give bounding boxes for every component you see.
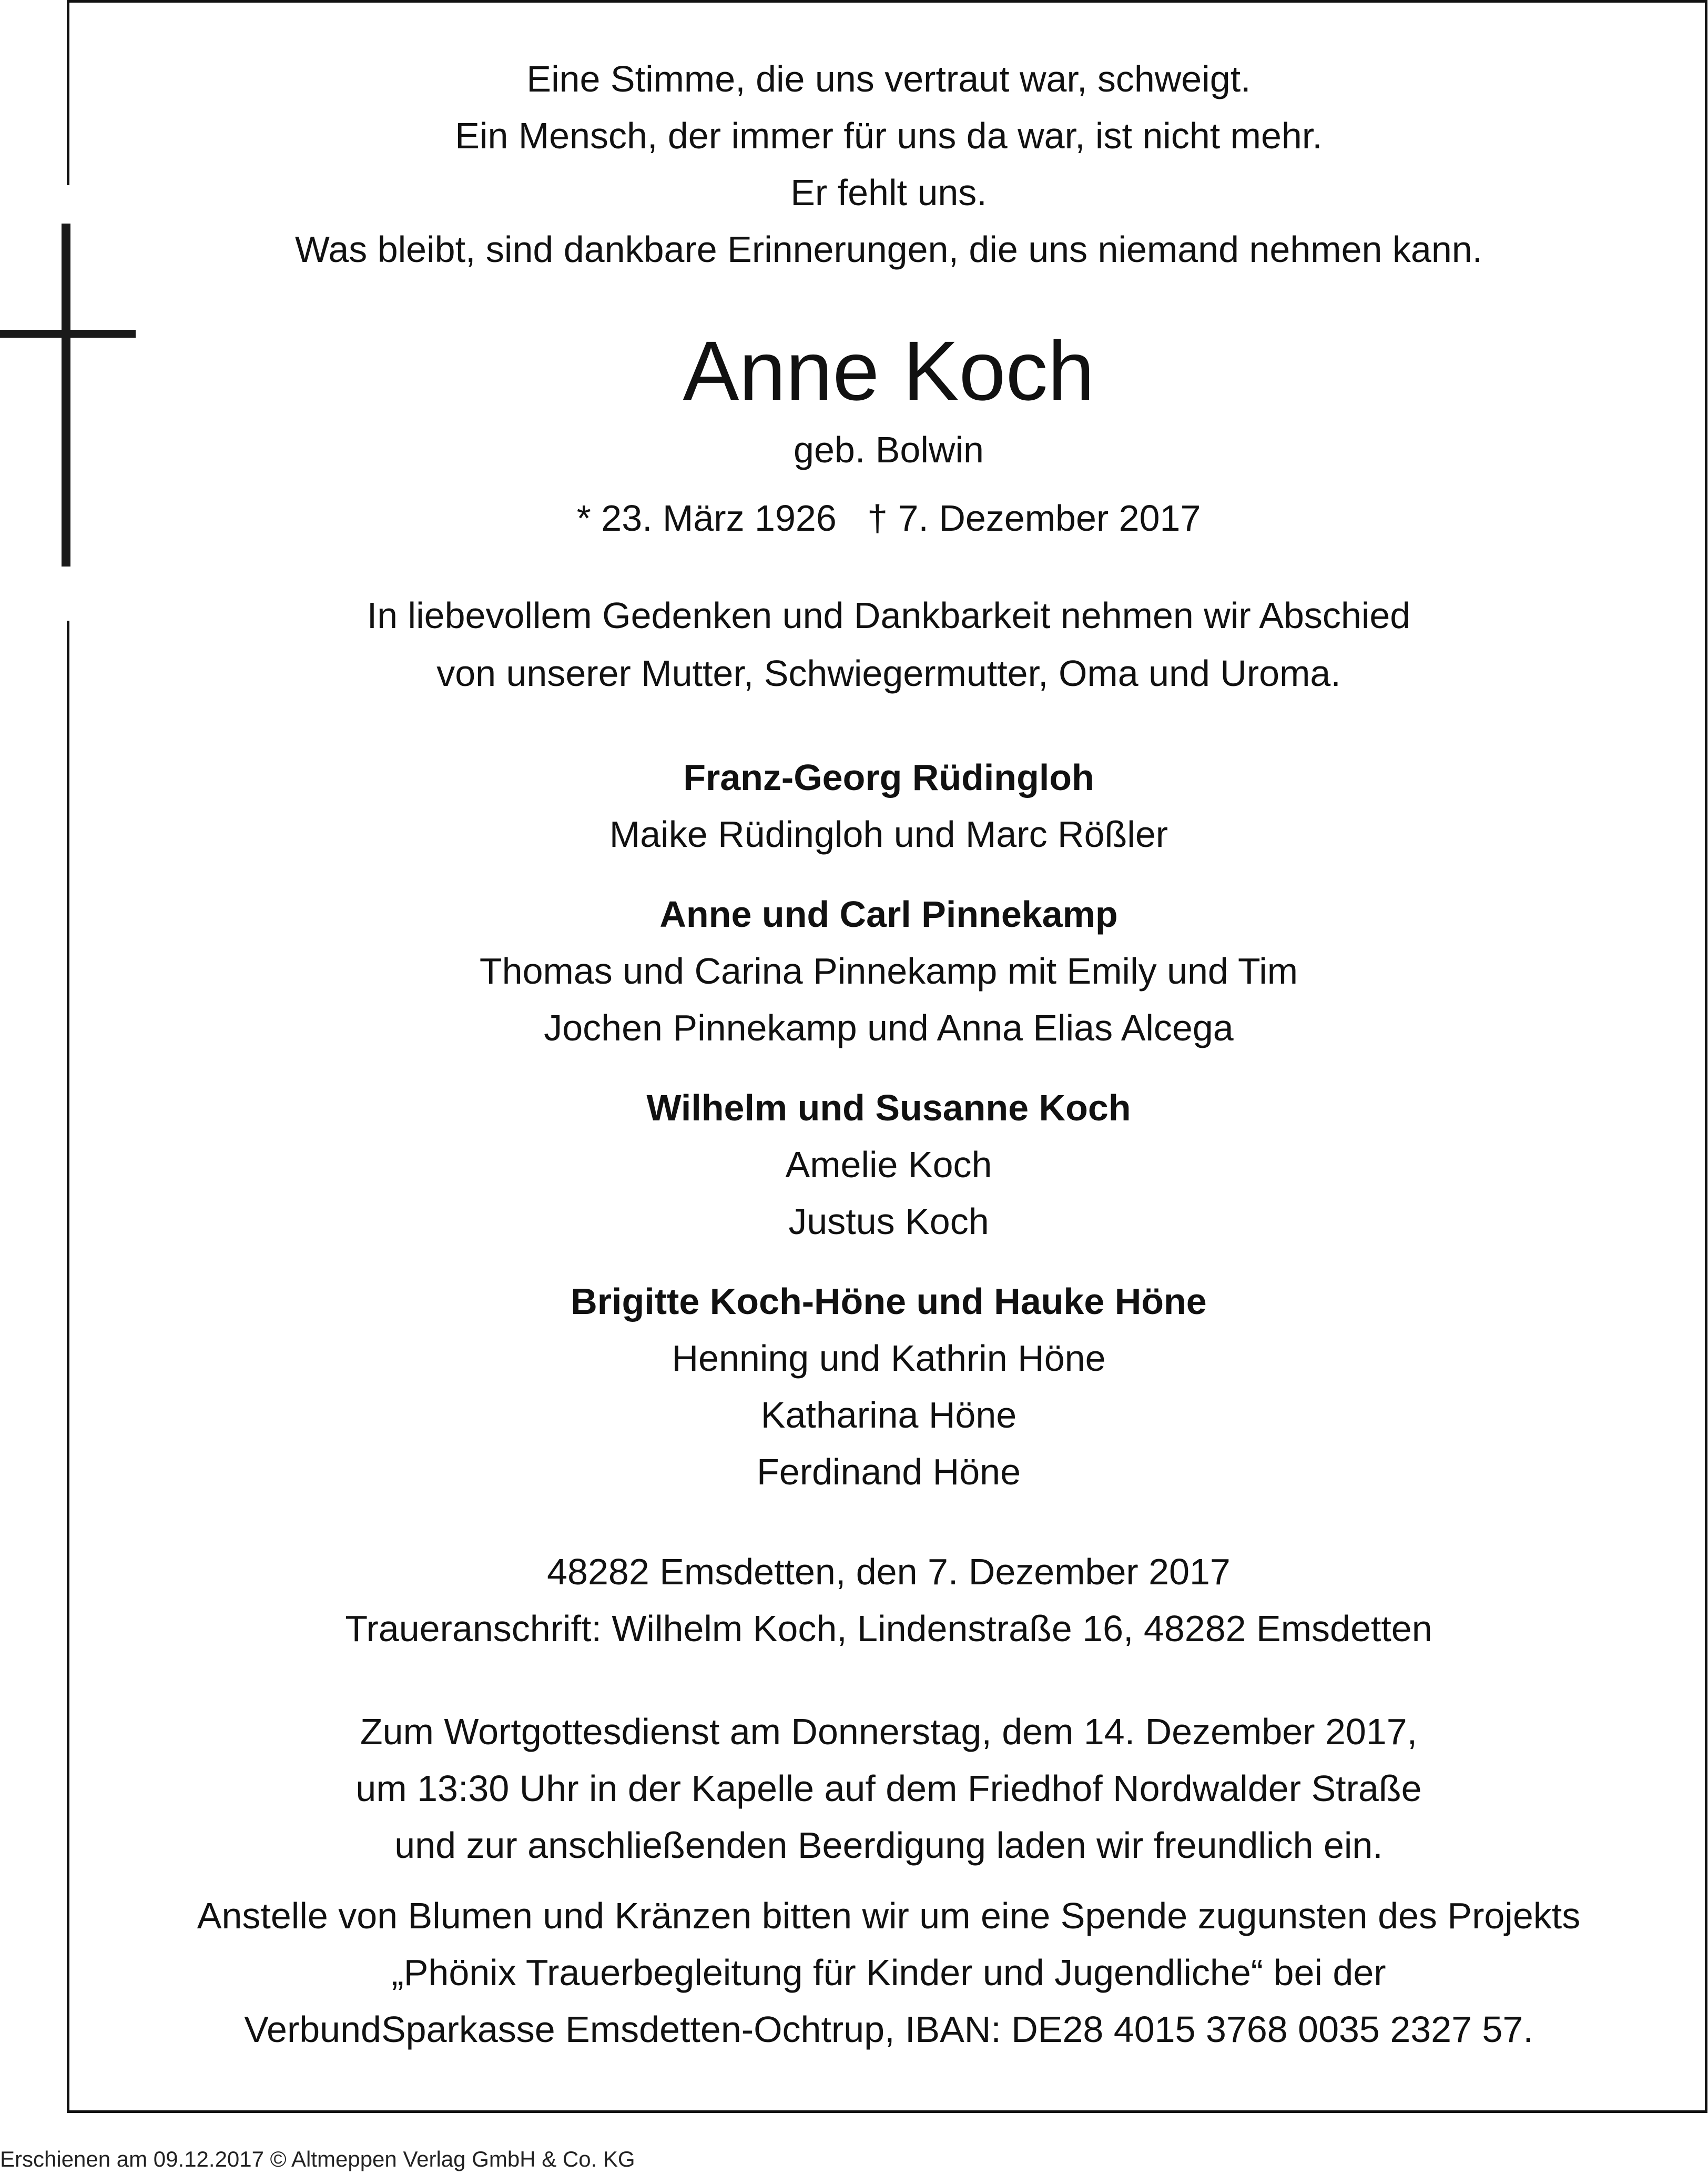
donation-line: VerbundSparkasse Emsdetten-Ochtrup, IBAN: DE28 4015 3768 0035 2327 57. <box>244 2009 1533 2050</box>
mourner-family-member: Katharina Höne <box>760 1394 1017 1435</box>
poem-line: Was bleibt, sind dankbare Erinnerungen, die uns niemand nehmen kann. <box>294 229 1483 270</box>
mourner-family-head: Anne und Carl Pinnekamp <box>659 894 1118 935</box>
service-line: um 13:30 Uhr in der Kapelle auf dem Friedhof Nordwalder Straße <box>355 1768 1422 1809</box>
deceased-name: Anne Koch <box>683 323 1095 418</box>
frame-border-bottom <box>67 2110 1707 2113</box>
birth-name: geb. Bolwin <box>794 429 984 470</box>
poem-line: Eine Stimme, die uns vertraut war, schweigt. <box>526 58 1251 99</box>
frame-border-top <box>67 0 1707 3</box>
place-date: 48282 Emsdetten, den 7. Dezember 2017 <box>547 1551 1231 1592</box>
cross-vertical-beam <box>62 224 70 567</box>
service-line: und zur anschließenden Beerdigung laden wir freundlich ein. <box>394 1825 1383 1866</box>
mourner-family-head: Wilhelm und Susanne Koch <box>646 1087 1131 1128</box>
mourner-family-member: Ferdinand Höne <box>757 1451 1021 1492</box>
mourner-family-member: Henning und Kathrin Höne <box>672 1338 1106 1379</box>
life-dates: * 23. März 1926 † 7. Dezember 2017 <box>576 498 1201 539</box>
frame-border-right <box>1705 0 1707 2113</box>
poem-line: Er fehlt uns. <box>790 172 987 213</box>
mourner-family-member: Thomas und Carina Pinnekamp mit Emily und Tim <box>479 951 1298 992</box>
mourner-family-member: Jochen Pinnekamp und Anna Elias Alcega <box>544 1007 1234 1048</box>
frame-border-left-lower <box>67 621 69 2113</box>
mourning-address: Traueranschrift: Wilhelm Koch, Lindenstraße 16, 48282 Emsdetten <box>345 1608 1432 1649</box>
mourner-family-head: Brigitte Koch-Höne und Hauke Höne <box>571 1281 1207 1322</box>
farewell-line: In liebevollem Gedenken und Dankbarkeit nehmen wir Abschied <box>367 595 1411 636</box>
mourner-family-member: Justus Koch <box>788 1201 989 1242</box>
poem-line: Ein Mensch, der immer für uns da war, ist nicht mehr. <box>455 115 1323 156</box>
farewell-line: von unserer Mutter, Schwiegermutter, Oma und Uroma. <box>436 653 1341 694</box>
donation-line: Anstelle von Blumen und Kränzen bitten wir um eine Spende zugunsten des Projekts <box>197 1895 1581 1936</box>
mourner-family-head: Franz-Georg Rüdingloh <box>683 757 1094 798</box>
mourner-family-member: Amelie Koch <box>785 1144 992 1185</box>
service-line: Zum Wortgottesdienst am Donnerstag, dem 14. Dezember 2017, <box>360 1711 1418 1752</box>
frame-border-left-upper <box>67 0 69 185</box>
publication-footer: Erschienen am 09.12.2017 © Altmeppen Verlag GmbH & Co. KG <box>0 2147 635 2171</box>
donation-line: „Phönix Trauerbegleitung für Kinder und Jugendliche“ bei der <box>391 1952 1386 1993</box>
mourner-family-member: Maike Rüdingloh und Marc Rößler <box>609 814 1168 855</box>
